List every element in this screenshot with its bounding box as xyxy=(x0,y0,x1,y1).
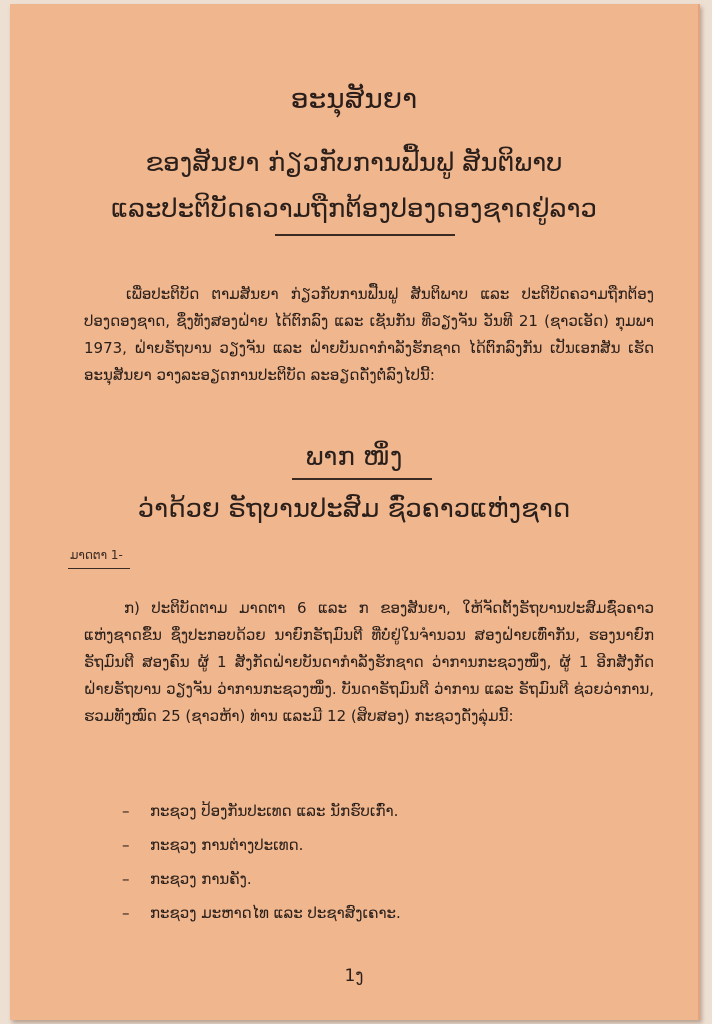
list-marker: – xyxy=(122,836,130,854)
subtitle-underline xyxy=(275,234,455,236)
list-item xyxy=(122,862,401,896)
part-heading: ພາກ ໜຶ່ງ xyxy=(305,442,403,472)
list-item xyxy=(122,794,401,828)
document-page xyxy=(10,4,700,1020)
document-subtitle-line-2: ແລະປະຕິບັດຄວາມຖືກຕ້ອງປອງດອງຊາດຢູ່ລາວ xyxy=(111,194,597,224)
list-item xyxy=(122,896,401,930)
list-marker: – xyxy=(122,802,130,820)
document-subtitle-line-1: ຂອງສັນຍາ ກ່ຽວກັບການຟື້ນຟູ ສັນຕິພາບ xyxy=(145,148,563,178)
clause-a-paragraph: ກ) ປະຕິບັດຕາມ ມາດຕາ 6 ແລະ ກ ຂອງສັນຍາ, ໃຫ້ຈັດຕັ້ງຣັຖບານປະສົມຊົ່ວຄາວແຫ່ງຊາດຂຶ້ນ ຊຶ່ງປະກອບດ້ວຍ ນາຍົກຣັຖມົນຕີ ທີ່ບໍ່ຢູ່ໃນຈຳນວນ ສອງຝ່າຍເທົ່າກັນ, ຮອງນາຍົກຣັຖມົນຕີ ສອງຄົນ ຜູ້ 1 ສັງກັດຝ່າຍບັນດາກຳລັງຮັກຊາດ ວ່າການກະຊວງໜຶ່ງ, ຜູ້ 1 ອີກສັງກັດ ຝ່າຍຣັຖບານ ວຽງຈັນ ວ່າການກະຊວງໜຶ່ງ. ບັນດາຣັຖມົນຕີ ວ່າການ ແລະ ຣັຖມົນຕີ ຊ່ວຍວ່າການ, ຮວມທັງໝົດ 25 (ຊາວຫ້າ) ທ່ານ ແລະມີ 12 (ສິບສອງ) ກະຊວງດັ່ງລຸ່ມນີ້: xyxy=(84,599,654,725)
document-title: ອະນຸສັນຍາ xyxy=(290,82,418,115)
article-label-underline xyxy=(68,568,130,569)
part-subheading: ວ່າດ້ວຍ ຣັຖບານປະສົມ ຊົ່ວຄາວແຫ່ງຊາດ xyxy=(137,494,571,524)
ministry-item-label: ກະຊວງ ປ້ອງກັນປະເທດ ແລະ ນັກຮົບເກົ່າ. xyxy=(150,802,399,820)
ministry-item-label: ກະຊວງ ການຕ່າງປະເທດ. xyxy=(150,836,304,854)
ministry-item-label: ກະຊວງ ການຄັງ. xyxy=(150,870,252,888)
part-heading-underline xyxy=(292,478,432,480)
article-label: ມາດຕາ 1- xyxy=(70,548,123,562)
intro-paragraph: ເພື່ອປະຕິບັດ ຕາມສັນຍາ ກ່ຽວກັບການຟື້ນຟູ ສັນຕິພາບ ແລະ ປະຕິບັດຄວາມຖືກຕ້ອງປອງດອງຊາດ, ຊຶ່ງທັງສອງຝ່າຍ ໄດ້ຕົກລົງ ແລະ ເຊັນກັນ ທີ່ວຽງຈັນ ວັນທີ 21 (ຊາວເອັດ) ກຸມພາ 1973, ຝ່າຍຣັຖບານ ວຽງຈັນ ແລະ ຝ່າຍບັນດາກຳລັງຮັກຊາດ ໄດ້ຕົກລົງກັນ ເປັນເອກສັນ ເຮັດອະນຸສັນຍາ ວາງລະອຽດການປະຕິບັດ ລະອຽດດັ່ງຕໍ່ລົງໄປນີ້: xyxy=(84,285,654,384)
list-item xyxy=(122,828,401,862)
ministry-item-label: ກະຊວງ ມະຫາດໄທ ແລະ ປະຊາສົງເຄາະ. xyxy=(150,904,401,922)
ministry-list xyxy=(122,794,401,930)
list-marker: – xyxy=(122,904,130,922)
page-number: 1ງ xyxy=(344,966,364,986)
list-marker: – xyxy=(122,870,130,888)
